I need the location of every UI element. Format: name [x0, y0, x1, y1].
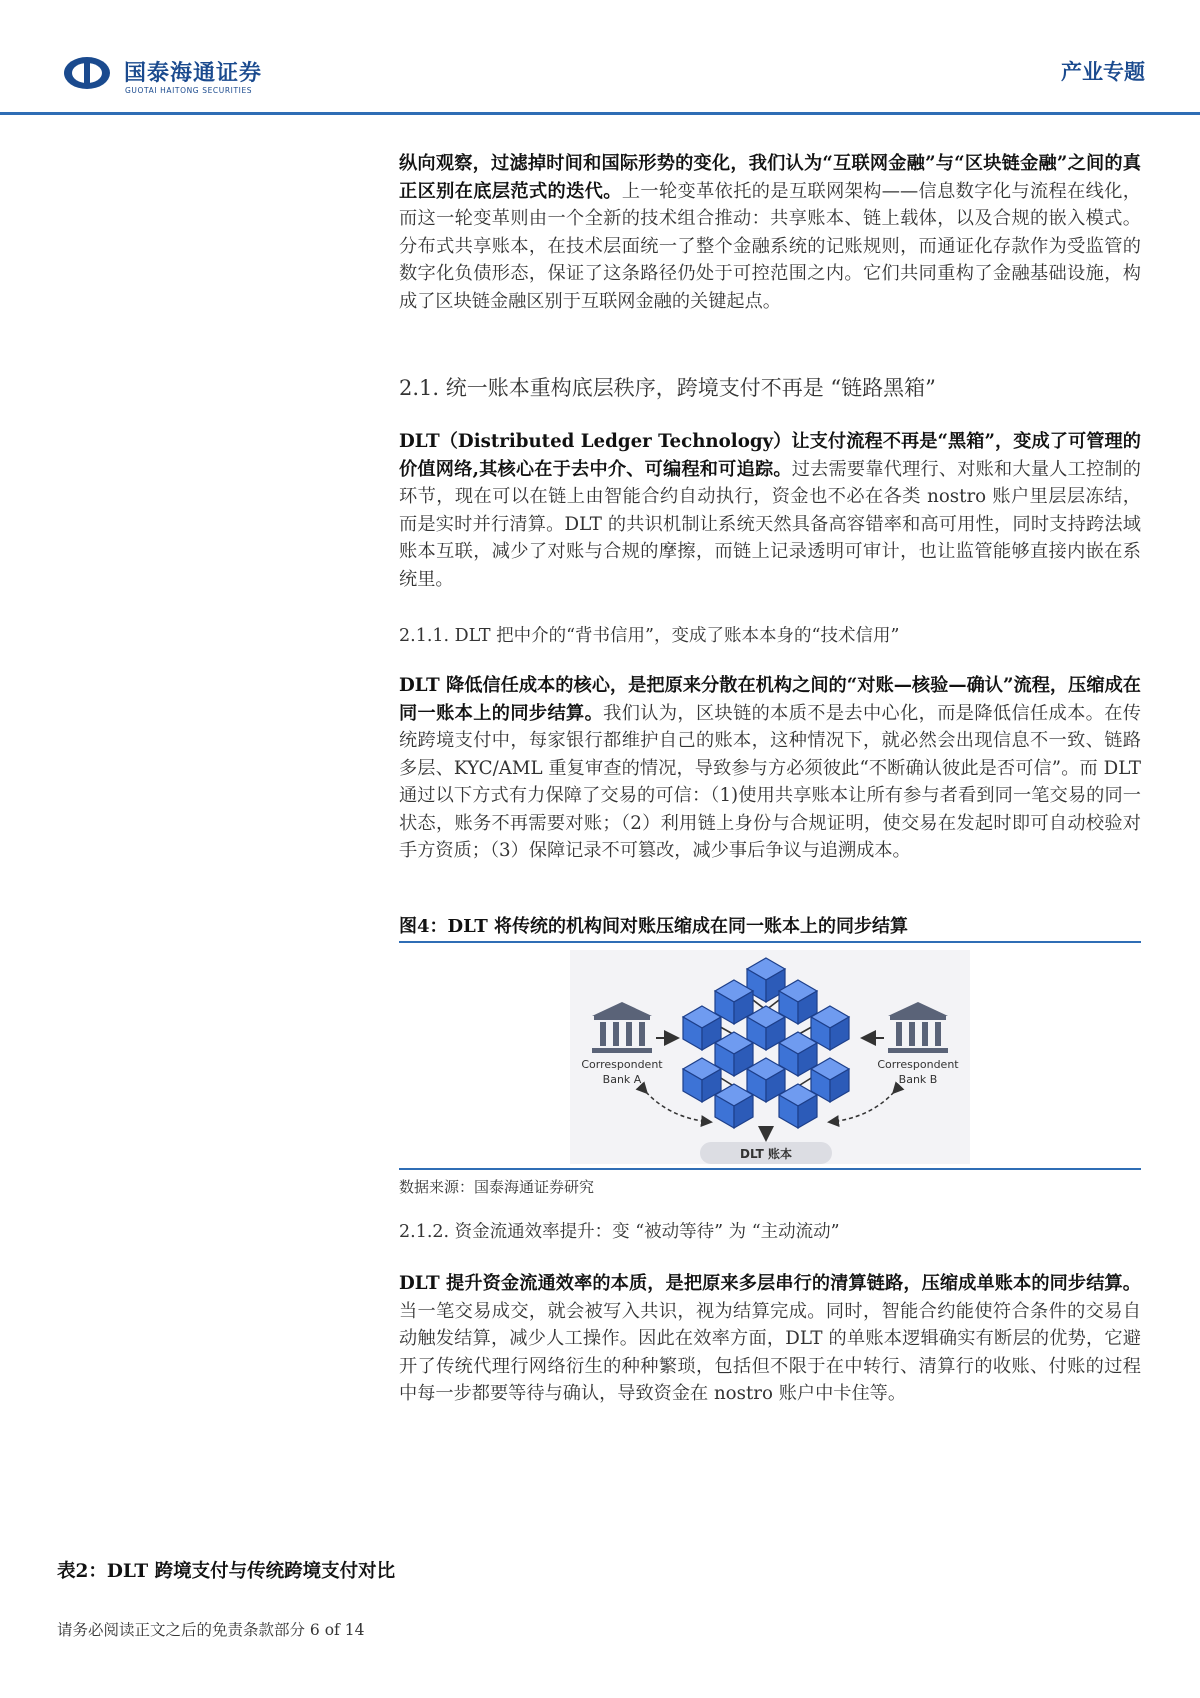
section-title-2-1: 2.1. 统一账本重构底层秩序，跨境支付不再是 “链路黑箱” [399, 376, 936, 400]
section-heading-2-1 [399, 372, 1141, 402]
paragraph-4-lead: DLT 提升资金流通效率的本质，是把原来多层串行的清算链路，压缩成单账本的同步结算。 [399, 1273, 1141, 1294]
bank-b-label-2: Bank B [898, 1073, 938, 1086]
paragraph-4 [399, 1270, 1141, 1408]
paragraph-3 [399, 672, 1141, 865]
page-footer: 请务必阅读正文之后的免责条款部分 6 of 14 [57, 1621, 365, 1639]
paragraph-1-body: 上一轮变革依托的是互联网架构——信息数字化与流程在线化，而这一轮变革则由一个全新的技术组合推动：共享账本、链上载体，以及合规的嵌入模式。分布式共享账本，在技术层面统一了整个金融系统的记账规则，而通证化存款作为受监管的数字化负债形态，保证了这条路径仍处于可控范围之内。它们共同重构了金融基础设施，构成了区块链金融区别于互联网金融的关键起点。 [399, 180, 1141, 312]
bank-a-label-1: Correspondent [581, 1058, 663, 1071]
company-name-en: GUOTAI HAITONG SECURITIES [125, 86, 253, 95]
paragraph-2 [399, 428, 1141, 593]
section-title-2-1-2: 2.1.2. 资金流通效率提升：变 “被动等待” 为 “主动流动” [399, 1222, 840, 1242]
figure-bottom-rule [399, 1168, 1141, 1170]
section-heading-2-1-2 [399, 1218, 1141, 1243]
bank-a-icon [592, 1002, 652, 1053]
paragraph-3-body: 我们认为，区块链的本质不是去中心化，而是降低信任成本。在传统跨境支付中，每家银行都维护自己的账本，这种情况下，就必然会出现信息不一致、链路多层、KYC/AML 重复审查的情况，导致参与方必须彼此“不断确认彼此是否可信”。而 DLT 通过以下方式有力保障了交易的可信：（1)使用共享账本让所有参与者看到同一笔交易的同一状态，账务不再需要对账；（2）利用链上身份与合规证明，使交易在发起时即可自动校验对手方资质；（3）保障记录不可篡改，减少事后争议与追溯成本。 [399, 702, 1141, 861]
report-type: 产业专题 [1061, 60, 1145, 84]
figure-top-rule [399, 941, 1141, 943]
company-logo-icon [62, 55, 112, 95]
figure-title: 图4：DLT 将传统的机构间对账压缩成在同一账本上的同步结算 [399, 916, 908, 937]
bank-b-icon [888, 1002, 948, 1053]
paragraph-2-lead: DLT（Distributed Ledger Technology）让支付流程不再是“黑箱”，变成了可管理的价值网络,其核心在于去中介、可编程和可追踪。 [399, 431, 1141, 480]
paragraph-1-lead: 纵向观察，过滤掉时间和国际形势的变化，我们认为“互联网金融”与“区块链金融”之间的真正区别在底层范式的迭代。 [399, 153, 1141, 202]
section-title-2-1-1: 2.1.1. DLT 把中介的“背书信用”，变成了账本本身的“技术信用” [399, 626, 900, 646]
page-header [0, 0, 1200, 116]
paragraph-2-body: 过去需要靠代理行、对账和大量人工控制的环节，现在可以在链上由智能合约自动执行，资金也不必在各类 nostro 账户里层层冻结，而是实时并行清算。DLT 的共识机制让系统天然具备高容错率和高可用性，同时支持跨法域账本互联，减少了对账与合规的摩擦，而链上记录透明可审计，也让监管能够直接内嵌在系统里。 [399, 458, 1141, 590]
table-title: 表2：DLT 跨境支付与传统跨境支付对比 [57, 1561, 396, 1582]
paragraph-3-lead: DLT 降低信任成本的核心，是把原来分散在机构之间的“对账—核验—确认”流程，压缩成在同一账本上的同步结算。 [399, 675, 1141, 724]
paragraph-4-body: 当一笔交易成交，就会被写入共识，视为结算完成。同时，智能合约能使符合条件的交易自动触发结算，减少人工操作。因此在效率方面，DLT 的单账本逻辑确实有断层的优势，它避开了传统代理行网络衍生的种种繁琐，包括但不限于在中转行、清算行的收账、付账的过程中每一步都要等待与确认，导致资金在 nostro 账户中卡住等。 [399, 1300, 1141, 1404]
figure-source: 数据来源：国泰海通证券研究 [399, 1178, 595, 1196]
ledger-label: DLT 账本 [740, 1147, 792, 1161]
paragraph-1 [399, 150, 1141, 315]
bank-b-label-1: Correspondent [877, 1058, 959, 1071]
section-heading-2-1-1 [399, 622, 1141, 647]
header-divider [0, 112, 1200, 115]
company-name: 国泰海通证券 [124, 61, 263, 86]
figure-image [570, 950, 970, 1164]
bank-a-label-2: Bank A [602, 1073, 642, 1086]
